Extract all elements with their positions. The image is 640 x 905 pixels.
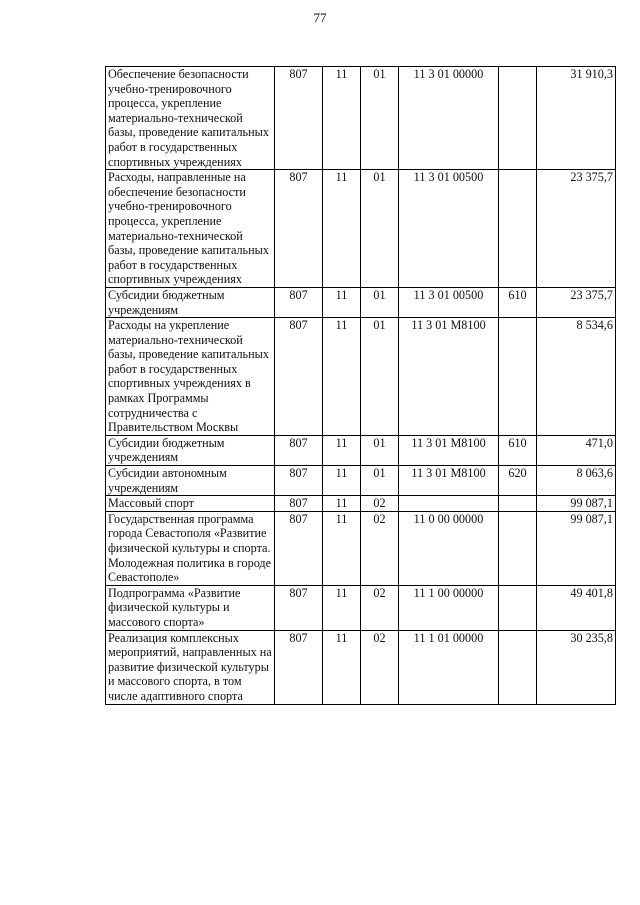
row-sum: 8 063,6 xyxy=(537,466,616,496)
table-row xyxy=(106,585,616,630)
row-ved: 807 xyxy=(275,466,323,496)
table-row xyxy=(106,496,616,512)
row-ved: 807 xyxy=(275,287,323,317)
row-csr: 11 3 01 00000 xyxy=(399,67,499,170)
row-csr: 11 0 00 00000 xyxy=(399,511,499,585)
row-ved: 807 xyxy=(275,67,323,170)
budget-table xyxy=(105,66,616,705)
row-sum: 30 235,8 xyxy=(537,630,616,704)
row-pr: 01 xyxy=(361,67,399,170)
row-name: Субсидии бюджетным учреждениям xyxy=(106,287,275,317)
row-ved: 807 xyxy=(275,511,323,585)
row-ved: 807 xyxy=(275,630,323,704)
table-row xyxy=(106,170,616,288)
row-rz: 11 xyxy=(323,585,361,630)
table-row xyxy=(106,435,616,465)
row-rz: 11 xyxy=(323,67,361,170)
row-vr xyxy=(499,170,537,288)
row-csr xyxy=(399,496,499,512)
row-vr xyxy=(499,511,537,585)
row-vr xyxy=(499,630,537,704)
row-ved: 807 xyxy=(275,318,323,436)
row-name: Подпрограмма «Развитие физической культуры и массового спорта» xyxy=(106,585,275,630)
row-csr: 11 1 00 00000 xyxy=(399,585,499,630)
row-vr: 610 xyxy=(499,287,537,317)
row-csr: 11 3 01 M8100 xyxy=(399,466,499,496)
row-pr: 01 xyxy=(361,466,399,496)
row-pr: 02 xyxy=(361,496,399,512)
row-rz: 11 xyxy=(323,170,361,288)
row-csr: 11 3 01 00500 xyxy=(399,170,499,288)
page-number: 77 xyxy=(313,10,327,25)
row-csr: 11 3 01 M8100 xyxy=(399,318,499,436)
table-row xyxy=(106,630,616,704)
row-rz: 11 xyxy=(323,511,361,585)
row-rz: 11 xyxy=(323,318,361,436)
row-name: Субсидии автономным учреждениям xyxy=(106,466,275,496)
row-vr xyxy=(499,318,537,436)
row-sum: 8 534,6 xyxy=(537,318,616,436)
row-sum: 23 375,7 xyxy=(537,170,616,288)
row-sum: 99 087,1 xyxy=(537,496,616,512)
row-vr xyxy=(499,496,537,512)
row-name: Реализация комплексных мероприятий, направленных на развитие физической культуры и массового спорта, в том числе адаптивного спорта xyxy=(106,630,275,704)
row-ved: 807 xyxy=(275,435,323,465)
row-ved: 807 xyxy=(275,496,323,512)
row-pr: 01 xyxy=(361,170,399,288)
row-sum: 99 087,1 xyxy=(537,511,616,585)
row-pr: 01 xyxy=(361,435,399,465)
row-pr: 02 xyxy=(361,585,399,630)
row-name: Массовый спорт xyxy=(106,496,275,512)
table-row xyxy=(106,466,616,496)
row-name: Государственная программа города Севастополя «Развитие физической культуры и спорта. Молодежная политика в городе Севастополе» xyxy=(106,511,275,585)
row-pr: 01 xyxy=(361,318,399,436)
row-sum: 31 910,3 xyxy=(537,67,616,170)
row-name: Расходы, направленные на обеспечение безопасности учебно-тренировочного процесса, укрепление материально-технической базы, проведение капитальных работ в государственных спортивных учреждениях xyxy=(106,170,275,288)
table-row xyxy=(106,318,616,436)
row-sum: 471,0 xyxy=(537,435,616,465)
row-vr: 620 xyxy=(499,466,537,496)
row-rz: 11 xyxy=(323,435,361,465)
row-csr: 11 3 01 M8100 xyxy=(399,435,499,465)
row-vr xyxy=(499,585,537,630)
row-name: Субсидии бюджетным учреждениям xyxy=(106,435,275,465)
row-rz: 11 xyxy=(323,496,361,512)
table-row xyxy=(106,287,616,317)
row-csr: 11 1 01 00000 xyxy=(399,630,499,704)
row-rz: 11 xyxy=(323,287,361,317)
table-row xyxy=(106,67,616,170)
row-name: Расходы на укрепление материально-технической базы, проведение капитальных работ в государственных спортивных учреждениях в рамках Программы сотрудничества с Правительством Москвы xyxy=(106,318,275,436)
row-rz: 11 xyxy=(323,466,361,496)
row-pr: 01 xyxy=(361,287,399,317)
row-pr: 02 xyxy=(361,630,399,704)
row-csr: 11 3 01 00500 xyxy=(399,287,499,317)
row-rz: 11 xyxy=(323,630,361,704)
row-vr: 610 xyxy=(499,435,537,465)
row-vr xyxy=(499,67,537,170)
row-ved: 807 xyxy=(275,170,323,288)
row-sum: 23 375,7 xyxy=(537,287,616,317)
row-ved: 807 xyxy=(275,585,323,630)
table-row xyxy=(106,511,616,585)
row-pr: 02 xyxy=(361,511,399,585)
row-name: Обеспечение безопасности учебно-тренировочного процесса, укрепление материально-технической базы, проведение капитальных работ в государственных спортивных учреждениях xyxy=(106,67,275,170)
row-sum: 49 401,8 xyxy=(537,585,616,630)
